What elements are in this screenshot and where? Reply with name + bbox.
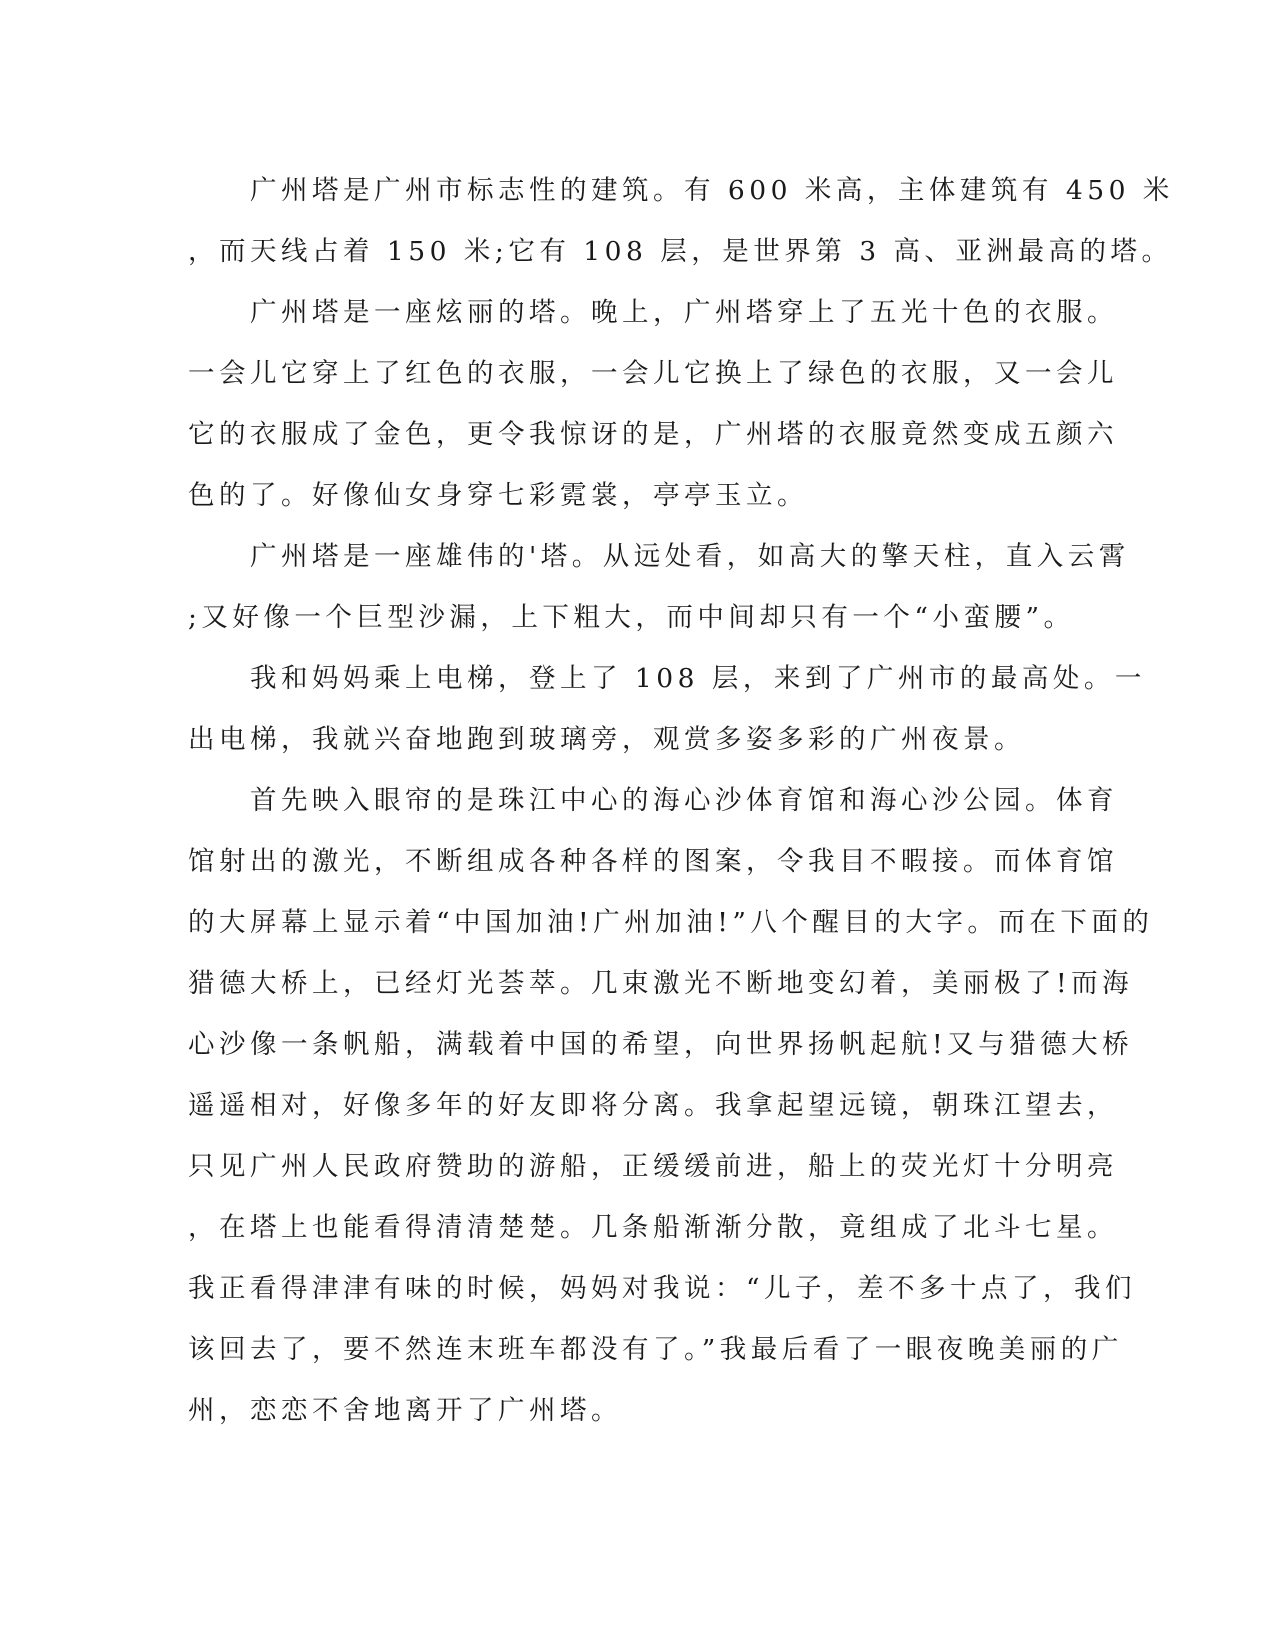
- text-line: 它的衣服成了金色，更令我惊讶的是，广州塔的衣服竟然变成五颜六: [188, 419, 1118, 450]
- text-line: 首先映入眼帘的是珠江中心的海心沙体育馆和海心沙公园。体育: [188, 785, 1118, 816]
- text-line: 我和妈妈乘上电梯，登上了 108 层，来到了广州市的最高处。一: [188, 663, 1146, 694]
- essay-body: [188, 160, 1174, 1441]
- text-line: 只见广州人民政府赞助的游船，正缓缓前进，船上的荧光灯十分明亮: [188, 1151, 1118, 1182]
- text-line: 该回去了，要不然连末班车都没有了。”我最后看了一眼夜晚美丽的广: [188, 1334, 1123, 1365]
- text-line: 州，恋恋不舍地离开了广州塔。: [188, 1395, 622, 1426]
- text-line: 出电梯，我就兴奋地跑到玻璃旁，观赏多姿多彩的广州夜景。: [188, 724, 1025, 755]
- text-line: ;又好像一个巨型沙漏，上下粗大，而中间却只有一个“小蛮腰”。: [188, 602, 1075, 633]
- text-line: 广州塔是广州市标志性的建筑。有 600 米高，主体建筑有 450 米: [188, 175, 1174, 206]
- text-line: 猎德大桥上，已经灯光荟萃。几束激光不断地变幻着，美丽极了!而海: [188, 968, 1134, 999]
- text-line: 馆射出的激光，不断组成各种各样的图案，令我目不暇接。而体育馆: [188, 846, 1118, 877]
- text-line: 的大屏幕上显示着“中国加油!广州加油!”八个醒目的大字。而在下面的: [188, 907, 1154, 938]
- text-line: 心沙像一条帆船，满载着中国的希望，向世界扬帆起航!又与猎德大桥: [188, 1029, 1134, 1060]
- text-line: ，在塔上也能看得清清楚楚。几条船渐渐分散，竟组成了北斗七星。: [188, 1212, 1118, 1243]
- text-line: 我正看得津津有味的时候，妈妈对我说：“儿子，差不多十点了，我们: [188, 1273, 1137, 1304]
- text-line: 遥遥相对，好像多年的好友即将分离。我拿起望远镜，朝珠江望去，: [188, 1090, 1118, 1121]
- text-line: 一会儿它穿上了红色的衣服，一会儿它换上了绿色的衣服，又一会儿: [188, 358, 1118, 389]
- text-line: 广州塔是一座炫丽的塔。晚上，广州塔穿上了五光十色的衣服。: [188, 297, 1118, 328]
- text-line: 色的了。好像仙女身穿七彩霓裳，亭亭玉立。: [188, 480, 808, 511]
- text-line: ，而天线占着 150 米;它有 108 层，是世界第 3 高、亚洲最高的塔。: [188, 236, 1173, 267]
- text-line: 广州塔是一座雄伟的'塔。从远处看，如高大的擎天柱，直入云霄: [188, 541, 1130, 572]
